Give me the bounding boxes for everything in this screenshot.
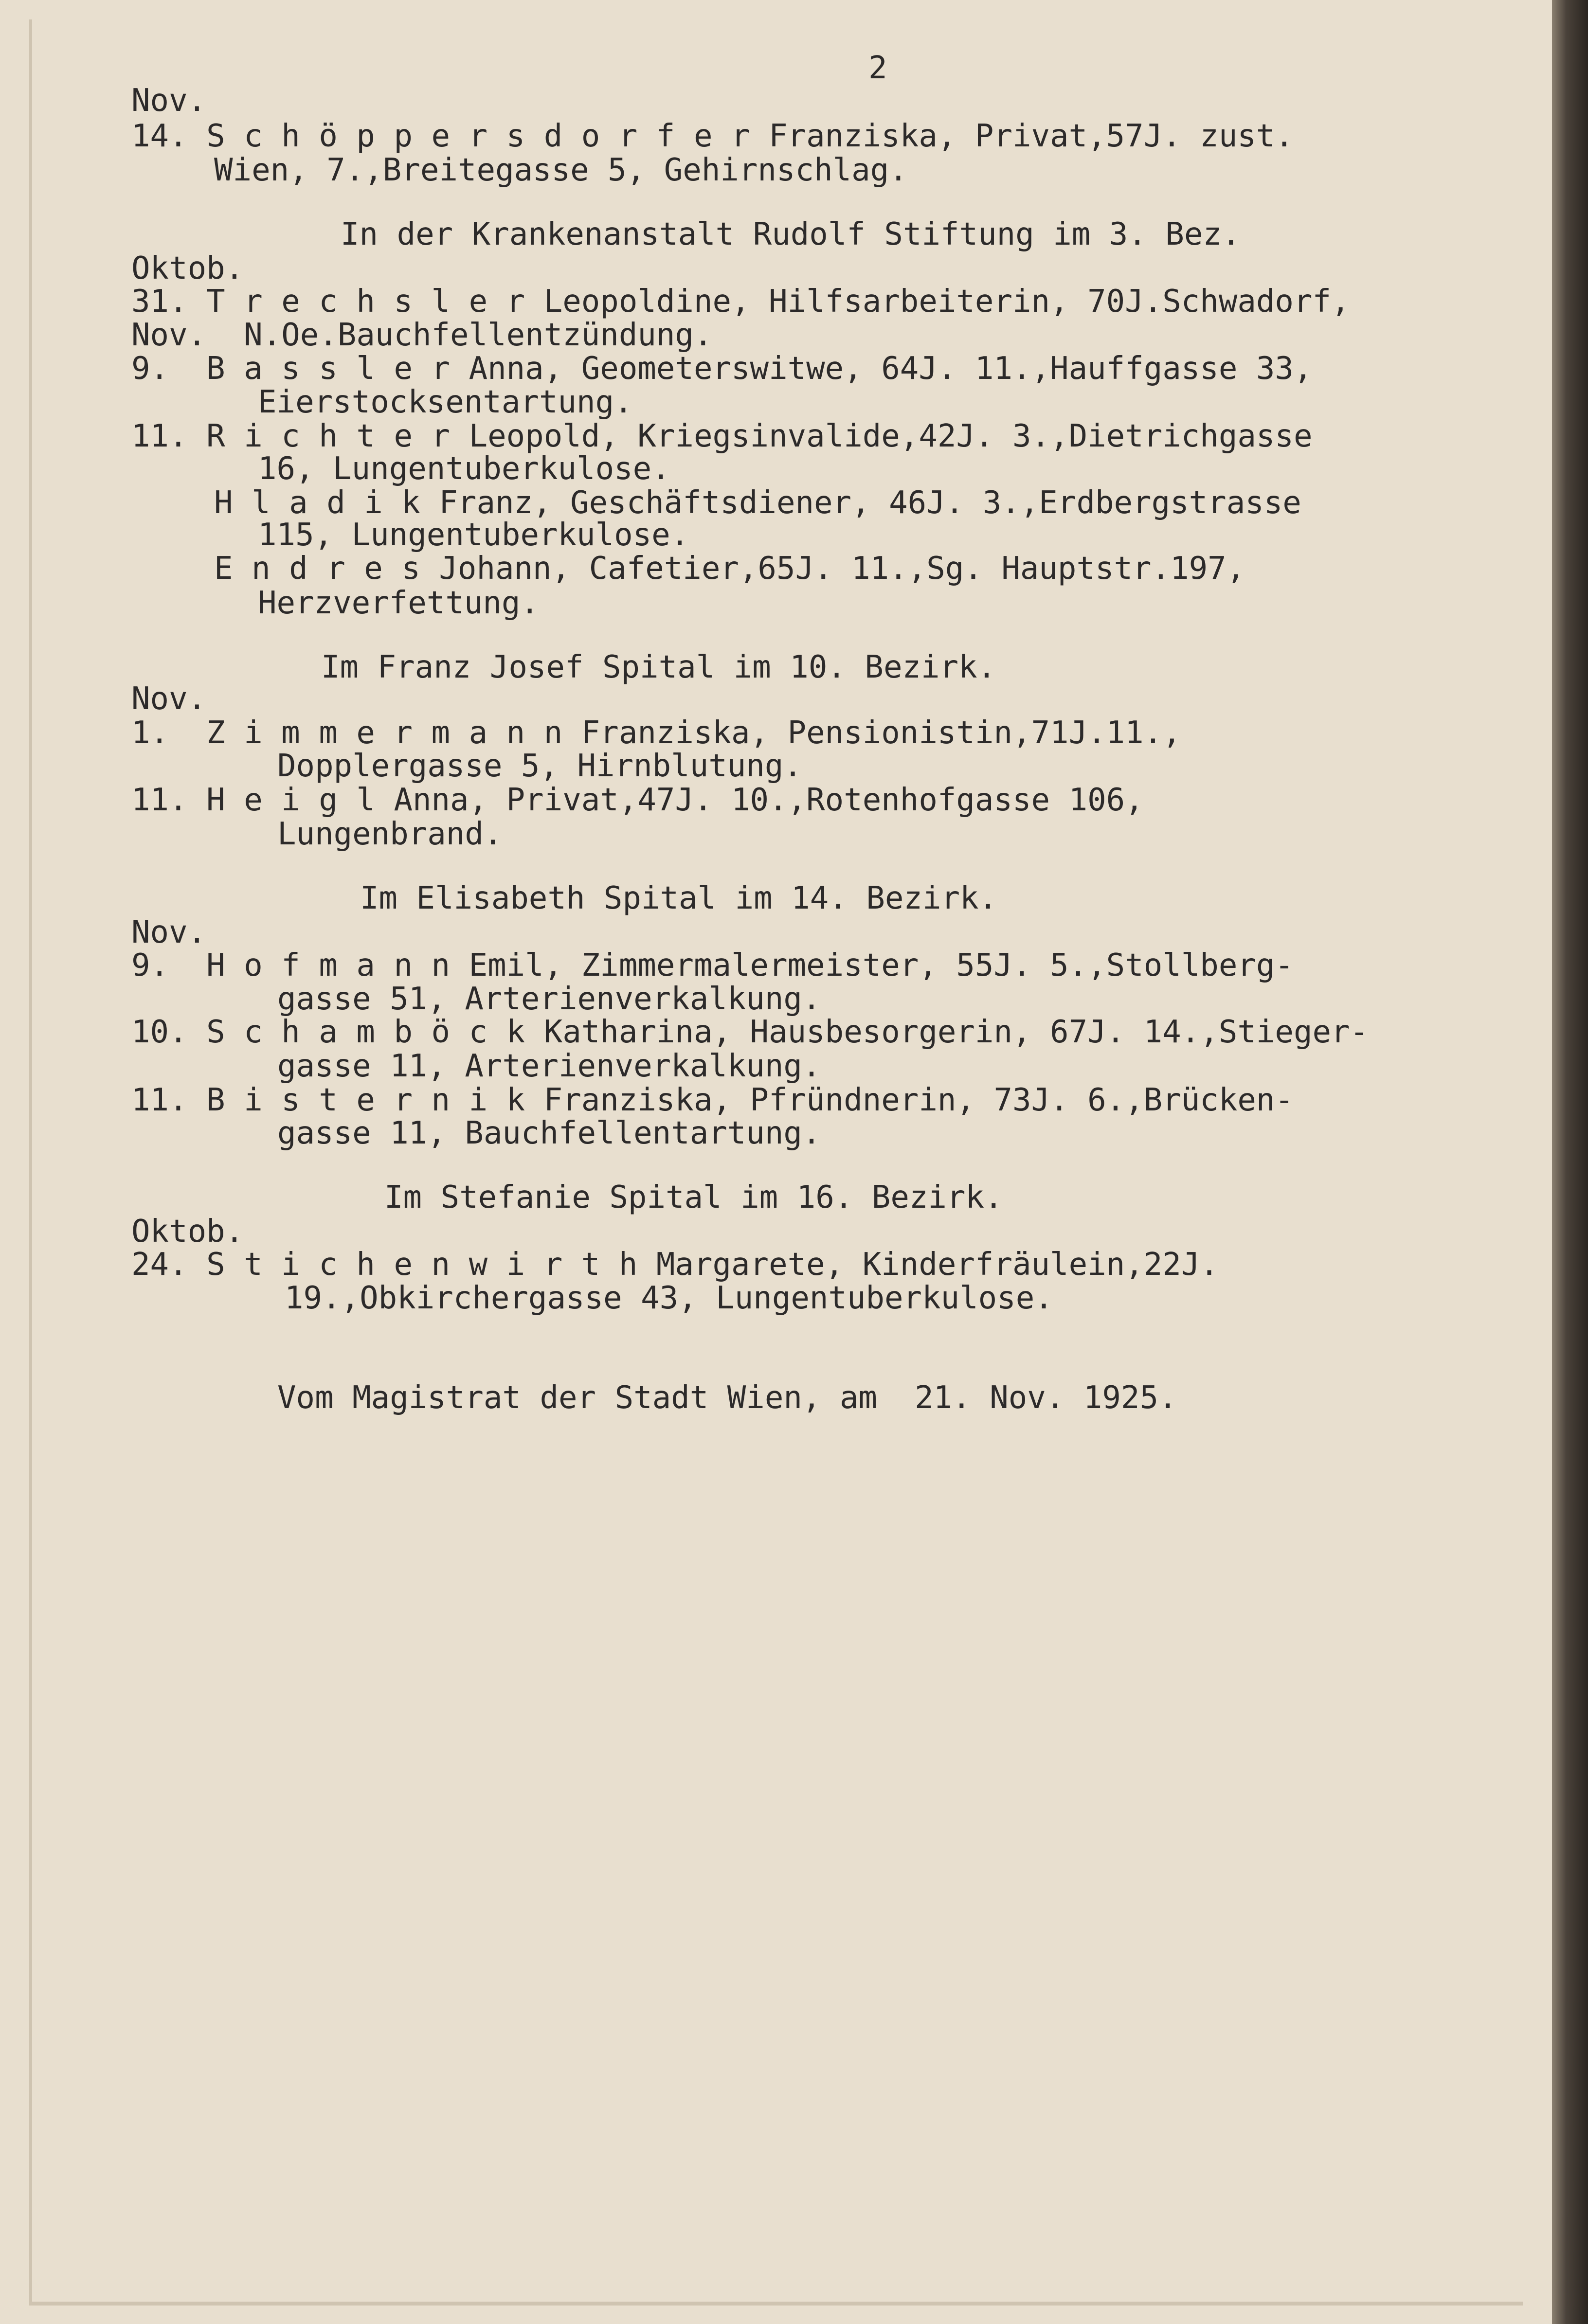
closing-line: Vom Magistrat der Stadt Wien, am 21. Nov. 1925. <box>277 1380 1177 1416</box>
text-line: gasse 11, Bauchfellentartung. <box>277 1115 821 1151</box>
section-heading: Im Franz Josef Spital im 10. Bezirk. <box>321 649 996 685</box>
text-line: 11. H e i g l Anna, Privat,47J. 10.,Rotenhofgasse 106, <box>131 782 1144 818</box>
text-line: 24. S t i c h e n w i r t h Margarete, Kinderfräulein,22J. <box>131 1247 1219 1283</box>
text-line: 11. B i s t e r n i k Franziska, Pfründnerin, 73J. 6.,Brücken- <box>131 1082 1294 1118</box>
text-line: Dopplergasse 5, Hirnblutung. <box>277 748 802 784</box>
text-line: 10. S c h a m b ö c k Katharina, Hausbesorgerin, 67J. 14.,Stieger- <box>131 1014 1369 1050</box>
text-line: 9. H o f m a n n Emil, Zimmermalermeister, 55J. 5.,Stollberg- <box>131 947 1294 983</box>
text-line: Nov. <box>131 914 207 950</box>
text-line: 115, Lungentuberkulose. <box>258 517 689 553</box>
text-line: Eierstocksentartung. <box>258 384 633 420</box>
text-line: 9. B a s s l e r Anna, Geometerswitwe, 64J. 11.,Hauffgasse 33, <box>131 351 1313 387</box>
text-line: 19.,Obkirchergasse 43, Lungentuberkulose. <box>285 1280 1053 1316</box>
text-line: 11. R i c h t e r Leopold, Kriegsinvalide,42J. 3.,Dietrichgasse <box>131 418 1313 454</box>
text-line: gasse 11, Arterienverkalkung. <box>277 1048 821 1084</box>
section-heading: Im Elisabeth Spital im 14. Bezirk. <box>360 880 998 916</box>
text-line: Wien, 7.,Breitegasse 5, Gehirnschlag. <box>214 152 908 188</box>
binding-edge <box>1552 0 1588 2324</box>
text-line: Oktob. <box>131 250 244 286</box>
section-heading: Im Stefanie Spital im 16. Bezirk. <box>384 1180 1003 1216</box>
text-line: H l a d i k Franz, Geschäftsdiener, 46J. 3.,Erdbergstrasse <box>214 485 1301 521</box>
text-line: Oktob. <box>131 1214 244 1250</box>
page-number: 2 <box>868 50 887 86</box>
text-line: 1. Z i m m e r m a n n Franziska, Pensionistin,71J.11., <box>131 715 1181 751</box>
text-line: Nov. <box>131 83 207 119</box>
section-heading: In der Krankenanstalt Rudolf Stiftung im 3. Bez. <box>341 216 1241 252</box>
text-line: 16, Lungentuberkulose. <box>258 451 670 487</box>
text-line: Herzverfettung. <box>258 585 539 621</box>
text-line: 31. T r e c h s l e r Leopoldine, Hilfsarbeiterin, 70J.Schwadorf, <box>131 284 1350 320</box>
text-line: Nov. <box>131 681 207 717</box>
text-line: E n d r e s Johann, Cafetier,65J. 11.,Sg. Hauptstr.197, <box>214 551 1245 587</box>
text-line: Nov. N.Oe.Bauchfellentzündung. <box>131 317 713 353</box>
text-line: gasse 51, Arterienverkalkung. <box>277 981 821 1017</box>
text-line: 14. S c h ö p p e r s d o r f e r Franziska, Privat,57J. zust. <box>131 118 1294 154</box>
text-line: Lungenbrand. <box>277 816 503 852</box>
